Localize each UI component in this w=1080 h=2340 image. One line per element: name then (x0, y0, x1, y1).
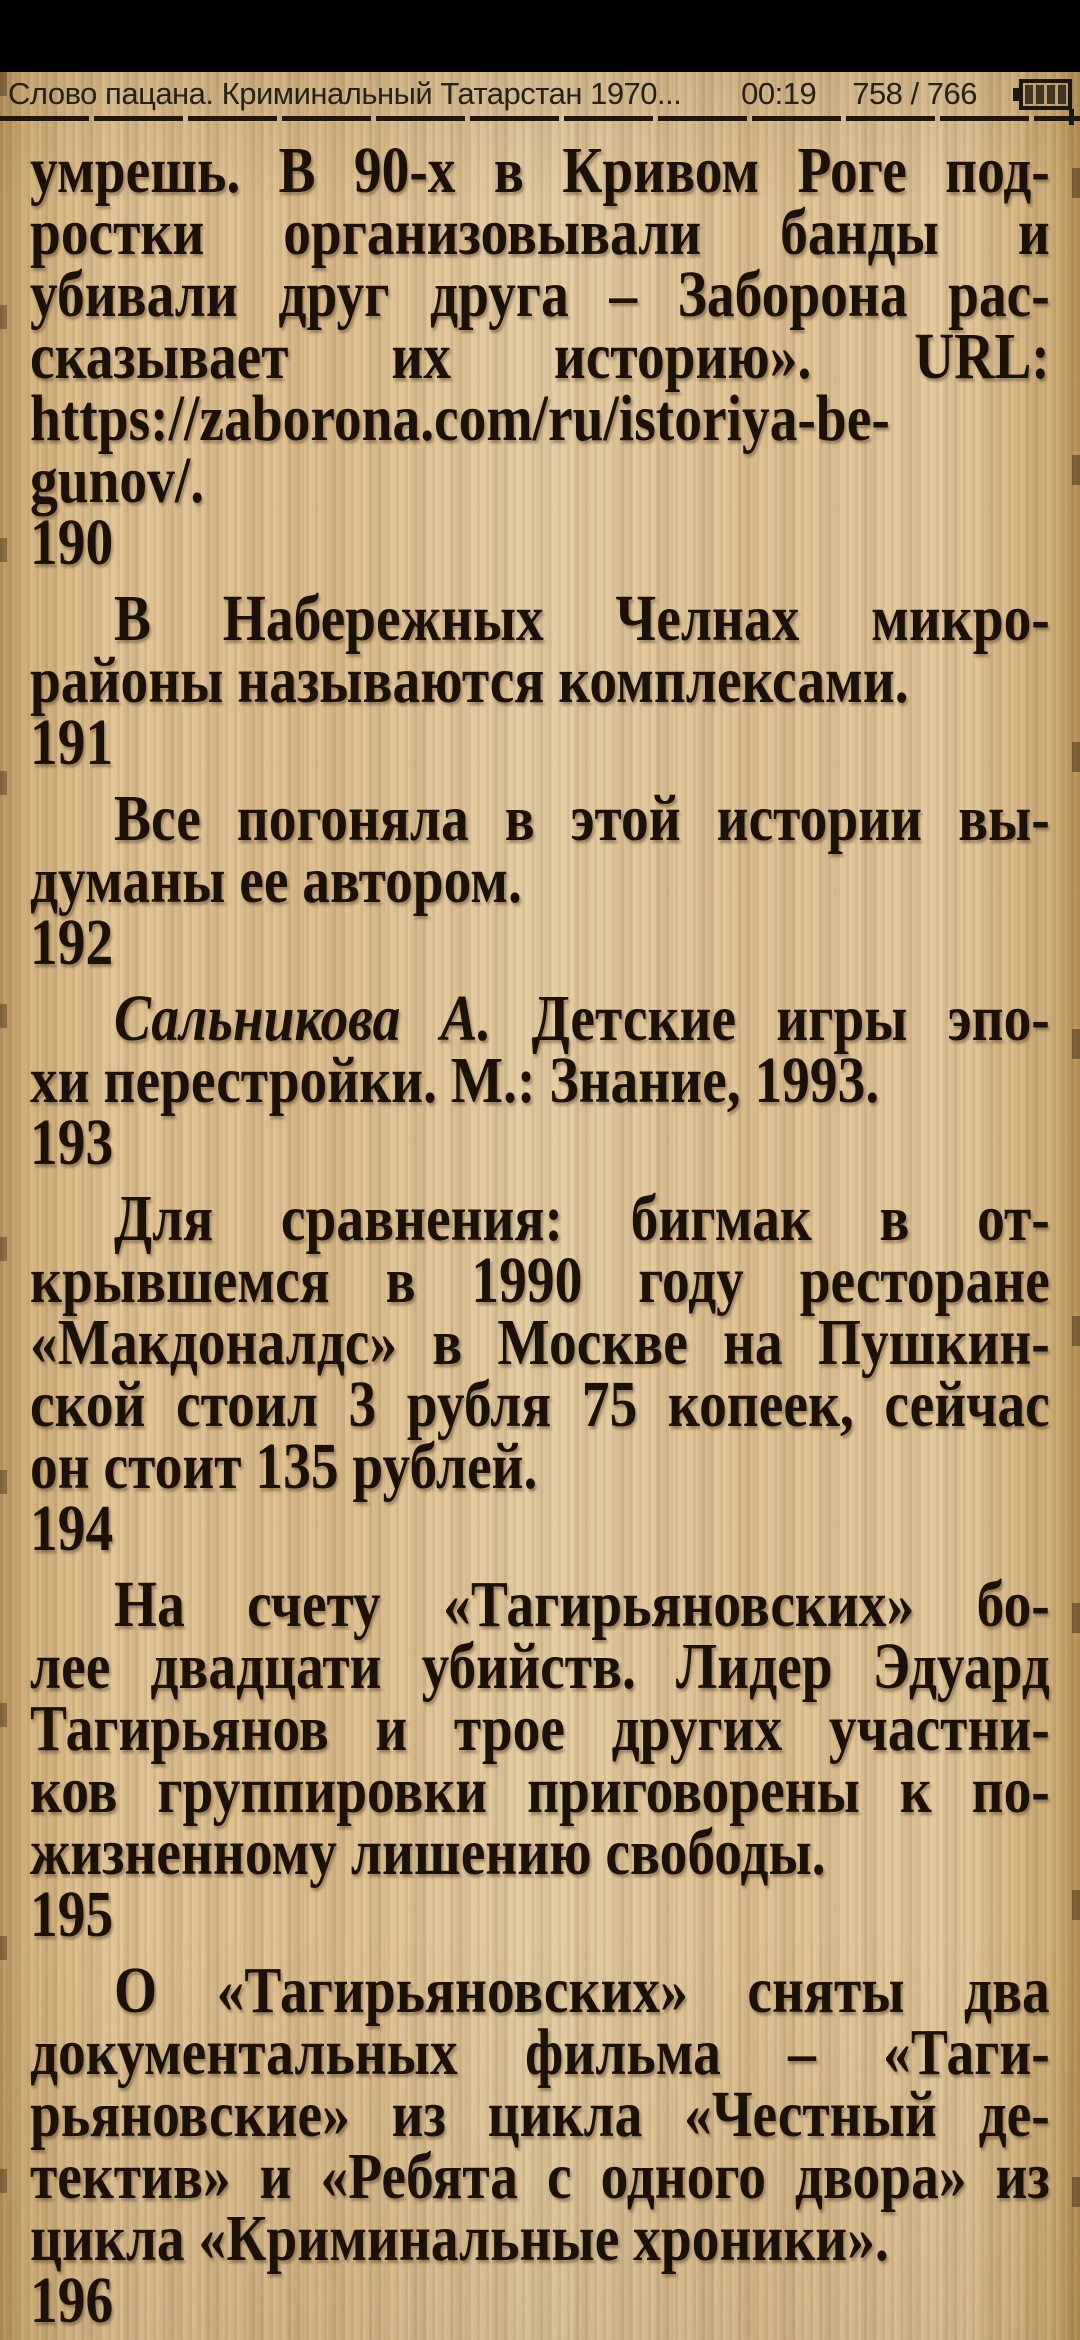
footnote-paragraph (30, 1568, 1050, 1889)
progress-marker (1069, 109, 1074, 125)
footnote-number: 195 (30, 1878, 114, 1951)
clock: 00:19 (741, 76, 817, 111)
text-line: ростки организовывали банды и (30, 196, 1050, 269)
page-position: 758 / 766 (852, 76, 977, 111)
footnote-paragraph (30, 1182, 1050, 1503)
footnote-paragraph (30, 134, 1050, 517)
progress-track (0, 116, 1080, 121)
footnote-paragraph (30, 582, 1050, 717)
footnote-paragraph (30, 982, 1050, 1117)
text-line: Все погоняла в этой истории вы- (114, 782, 1050, 855)
page-text[interactable] (0, 126, 1080, 2337)
text-line: В Набережных Челнах микро- (114, 582, 1050, 655)
system-status-area (0, 0, 1080, 72)
footnote-number: 196 (30, 2264, 114, 2337)
text-line: сказывает их историю». URL: (30, 320, 1050, 393)
text-line: умрешь. В 90-х в Кривом Роге под- (30, 134, 1050, 207)
text-line: лее двадцати убийств. Лидер Эдуард (30, 1630, 1050, 1703)
text-line: крывшемся в 1990 году ресторане (30, 1244, 1050, 1317)
text-line: На счету «Тагирьяновских» бо- (114, 1568, 1050, 1641)
text-line: рьяновские» из цикла «Честный де- (30, 2078, 1050, 2151)
text-line: О «Тагирьяновских» сняты два (114, 1954, 1050, 2027)
text-line: ков группировки приговорены к по- (30, 1754, 1050, 1827)
text-line: Для сравнения: бигмак в от- (114, 1182, 1050, 1255)
text-line: ской стоил 3 рубля 75 копеек, сейчас (30, 1368, 1050, 1441)
footnote-number: 193 (30, 1106, 114, 1179)
text-line: https://zaborona.com/ru/istoriya-be- (30, 382, 890, 455)
text-line: документальных фильма – «Таги- (30, 2016, 1050, 2089)
text-line: тектив» и «Ребята с одного двора» из (30, 2140, 1050, 2213)
text-line: жизненному лишению свободы. (30, 1816, 826, 1889)
text-line: он стоит 135 рублей. (30, 1430, 538, 1503)
text-line: Тагирьянов и трое других участни- (30, 1692, 1050, 1765)
reading-progress-bar[interactable] (0, 114, 1080, 126)
footnote-number: 194 (30, 1492, 114, 1565)
text-line: хи перестройки. М.: Знание, 1993. (30, 1044, 880, 1117)
text-line: «Макдоналдс» в Москве на Пушкин- (30, 1306, 1050, 1379)
status-meta (721, 76, 1072, 112)
footnote-number: 190 (30, 506, 114, 579)
page-text-lines (30, 134, 1050, 2337)
footnote-number: 191 (30, 706, 114, 779)
battery-icon (1013, 79, 1072, 110)
text-line: думаны ее автором. (30, 844, 522, 917)
footnote-number: 192 (30, 906, 114, 979)
text-line: убивали друг друга – Заборона рас- (30, 258, 1050, 331)
text-line: районы называются комплексами. (30, 644, 909, 717)
footnote-paragraph (30, 782, 1050, 917)
book-title: Слово пацана. Криминальный Татарстан 1970... (8, 76, 682, 111)
text-line: цикла «Криминальные хроники». (30, 2202, 889, 2275)
reader-status-bar[interactable] (0, 72, 1080, 114)
book-page (0, 72, 1080, 2340)
footnote-paragraph (30, 1954, 1050, 2275)
text-line: gunov/. (30, 444, 205, 517)
text-line: Сальникова А. Детские игры эпо- (114, 982, 1050, 1055)
